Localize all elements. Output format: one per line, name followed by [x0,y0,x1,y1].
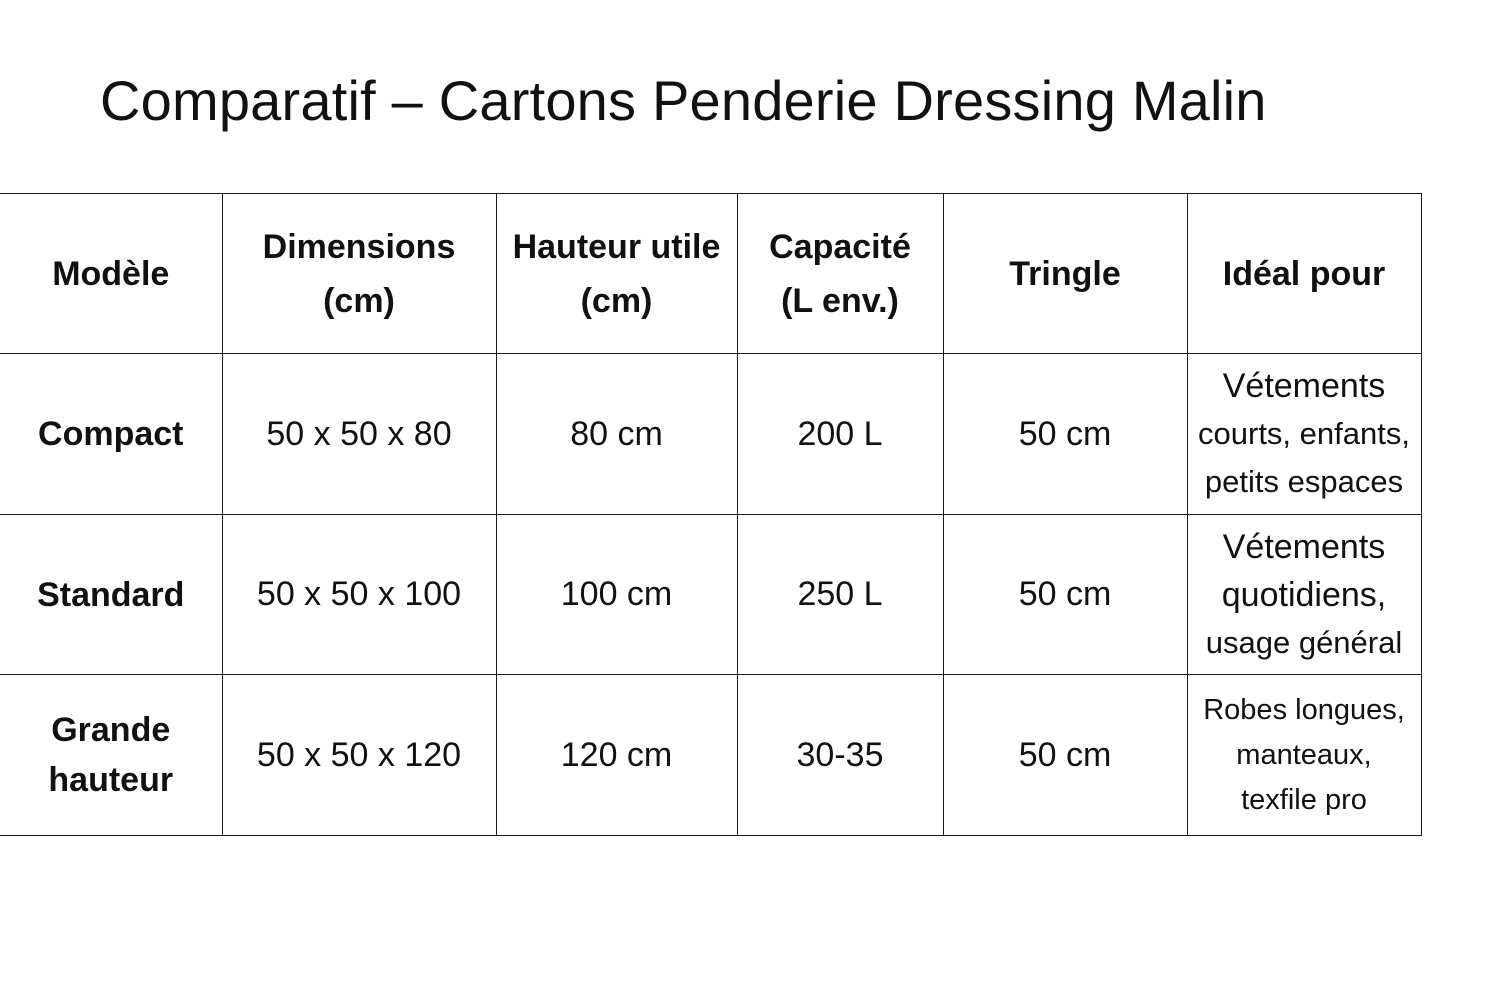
header-model: Modèle [0,194,222,354]
model-cell: Grande hauteur [0,675,222,836]
header-ideal-for: Idéal pour [1187,194,1421,354]
height-cell: 120 cm [496,675,737,836]
header-row [0,194,1421,354]
capacity-cell: 30-35 [737,675,943,836]
capacity-cell: 200 L [737,354,943,515]
header-capacity: Capacité (L env.) [737,194,943,354]
rail-cell: 50 cm [943,354,1187,515]
header-useful-height: Hauteur utile (cm) [496,194,737,354]
dimensions-cell: 50 x 50 x 120 [222,675,496,836]
ideal-for-cell: Robes longues, manteaux, texfile pro [1187,675,1421,836]
table-row-compact [0,354,1421,515]
page-title: Comparatif – Cartons Penderie Dressing Malin [100,69,1267,132]
ideal-for-cell: Vétements quotidiens, usage général [1187,515,1421,675]
model-cell: Compact [0,354,222,515]
dimensions-cell: 50 x 50 x 80 [222,354,496,515]
header-dimensions: Dimensions (cm) [222,194,496,354]
capacity-cell: 250 L [737,515,943,675]
height-cell: 80 cm [496,354,737,515]
table-row-standard [0,515,1421,675]
table-row-grande-hauteur [0,675,1421,836]
height-cell: 100 cm [496,515,737,675]
ideal-for-cell: Vétements courts, enfants, petits espaces [1187,354,1421,515]
dimensions-cell: 50 x 50 x 100 [222,515,496,675]
model-cell: Standard [0,515,222,675]
rail-cell: 50 cm [943,515,1187,675]
comparison-table [0,193,1422,836]
header-rail: Tringle [943,194,1187,354]
rail-cell: 50 cm [943,675,1187,836]
